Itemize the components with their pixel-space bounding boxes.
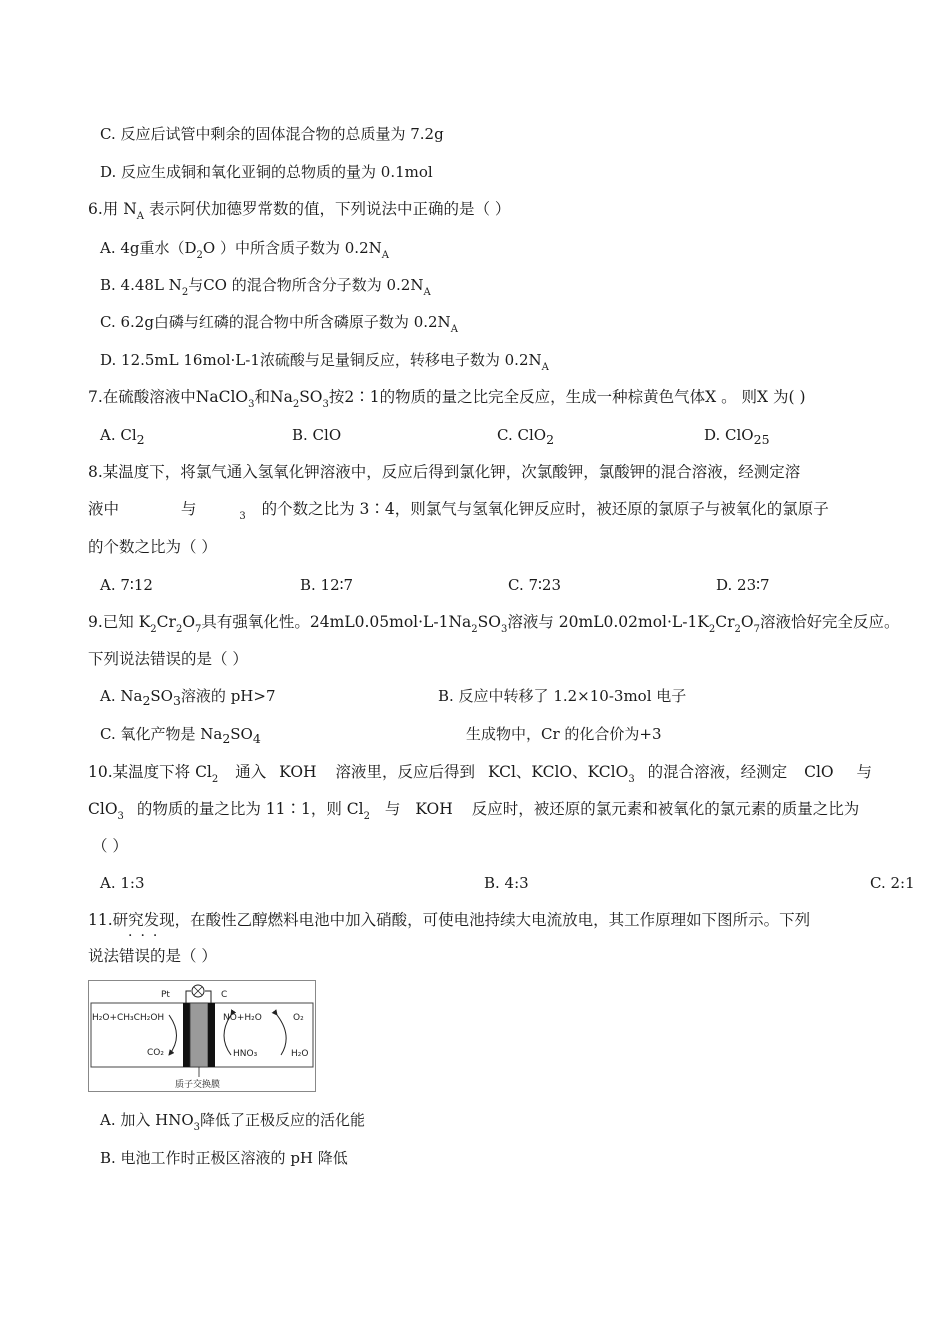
question-8: 8.某温度下，将氯气通入氢氧化钾溶液中，反应后得到氯化钾，次氯酸钾，氯酸钾的混合溶液，经测定溶 [88,463,801,481]
question-6: 6.用 $N_A$ 表示阿伏加德罗常数的值，下列说法中正确的是（ ） [88,200,511,222]
question-9-line2: 下列说法错误的是（ ） [88,650,248,668]
c-electrode [208,1003,215,1067]
question-10-line3: （ ） [92,837,128,855]
option-a-q9: A. $Na_2SO_3$溶液的 pH>7 [100,687,276,708]
question-11-line2: 说法错误的是（ ） [88,947,217,965]
option-c-q5: C. 反应后试管中剩余的固体混合物的总质量为 7.2g [100,125,444,143]
option-c-q7: C. ClO$_2$ [497,426,555,447]
emphasis-dots: ··· [128,928,166,944]
cathode-h2o: H₂O [291,1049,309,1059]
option-c-q8: C. 7∶23 [508,576,562,594]
cathode-hno3: HNO₃ [233,1049,258,1059]
wire-left [186,991,191,1003]
option-d-q7: D. ClO$_{25}$ [704,426,770,447]
option-c-q6: C. 6.2g白磷与红磷的混合物中所含磷原子数为 $0.2N_A$ [100,313,458,335]
option-b-q9: B. 反应中转移了 1.2×10-3mol 电子 [438,687,687,705]
option-a-q11: A. 加入 $HNO_3$降低了正极反应的活化能 [100,1111,366,1133]
question-8-line2: 液中 与 $_3$ 的个数之比为 3∶4，则氯气与氢氧化钾反应时，被还原的氯原子与被氧化的氯原子 [88,500,829,522]
cathode-arrow-right [277,1015,286,1055]
option-a-q10: A. 1:3 [100,874,145,892]
anode-product: CO₂ [147,1048,164,1058]
option-b-q7: B. ClO [292,426,342,444]
option-c-q10: C. 2:1 [870,874,915,892]
option-d-q9: 生成物中，Cr 的化合价为+3 [466,725,662,743]
fuel-cell-drawing [89,981,315,1091]
option-c-q9: C. 氧化产物是 $Na_2SO_4$ [100,725,261,746]
cathode-no-h2o: NO+H₂O [223,1013,262,1023]
question-9: 9.已知 $K_2Cr_2O_7$具有强氧化性。$24mL0.05mol\cdot L-1Na_2SO_3$溶液与 $20mL0.02mol\cdot L-1K_2Cr_2O_7$溶液恰好完全反应。 [88,613,900,635]
anode-reactants: H₂O+CH₃CH₂OH [92,1013,165,1023]
c-label: C [221,990,228,1000]
option-d-q5: D. 反应生成铜和氧化亚铜的总物质的量为 0.1mol [100,163,433,181]
option-b-q6: B. 4.48L $N_2$与CO 的混合物所含分子数为 $0.2N_A$ [100,276,431,298]
pt-electrode [183,1003,190,1067]
fuel-cell-diagram [88,980,316,1092]
cathode-o2: O₂ [293,1013,304,1023]
option-a-q8: A. 7∶12 [100,576,153,594]
option-b-q11: B. 电池工作时正极区溶液的 pH 降低 [100,1149,348,1167]
option-a-q6: A. 4g重水（$D_2O$ ）中所含质子数为 $0.2N_A$ [100,239,389,261]
wire-right [205,991,211,1003]
membrane-label: 质子交换膜 [175,1080,221,1090]
question-11: 11.研究发现，在酸性乙醇燃料电池中加入硝酸，可使电池持续大电流放电，其工作原理如下图所示。下列 [88,911,811,929]
option-b-q8: B. 12∶7 [300,576,354,594]
question-10: 10.某温度下将 $Cl_2$ 通入 KOH 溶液里，反应后得到 KCl、KClO、KClO$_3$ 的混合溶液，经测定 ClO 与 [88,763,873,785]
proton-exchange-membrane [190,1003,208,1067]
question-7: 7.在硫酸溶液中NaClO$_3$和$Na_2SO_3$按2∶1的物质的量之比完全反应，生成一种棕黄色气体X 。 则X 为( ) [88,388,806,410]
pt-label: Pt [161,990,170,1000]
question-10-line2: ClO$_3$ 的物质的量之比为 11∶1，则 $Cl_2$ 与 KOH 反应时，被还原的氯元素和被氧化的氯元素的质量之比为 [88,800,860,822]
option-b-q10: B. 4:3 [484,874,529,892]
option-a-q7: A. $Cl_2$ [100,426,145,447]
anode-arrow [169,1015,177,1055]
option-d-q8: D. 23∶7 [716,576,770,594]
option-d-q6: D. 12.5mL 16mol·L-1浓硫酸与足量铜反应，转移电子数为 $0.2N_A$ [100,351,549,373]
question-8-line3: 的个数之比为（ ） [88,538,217,556]
